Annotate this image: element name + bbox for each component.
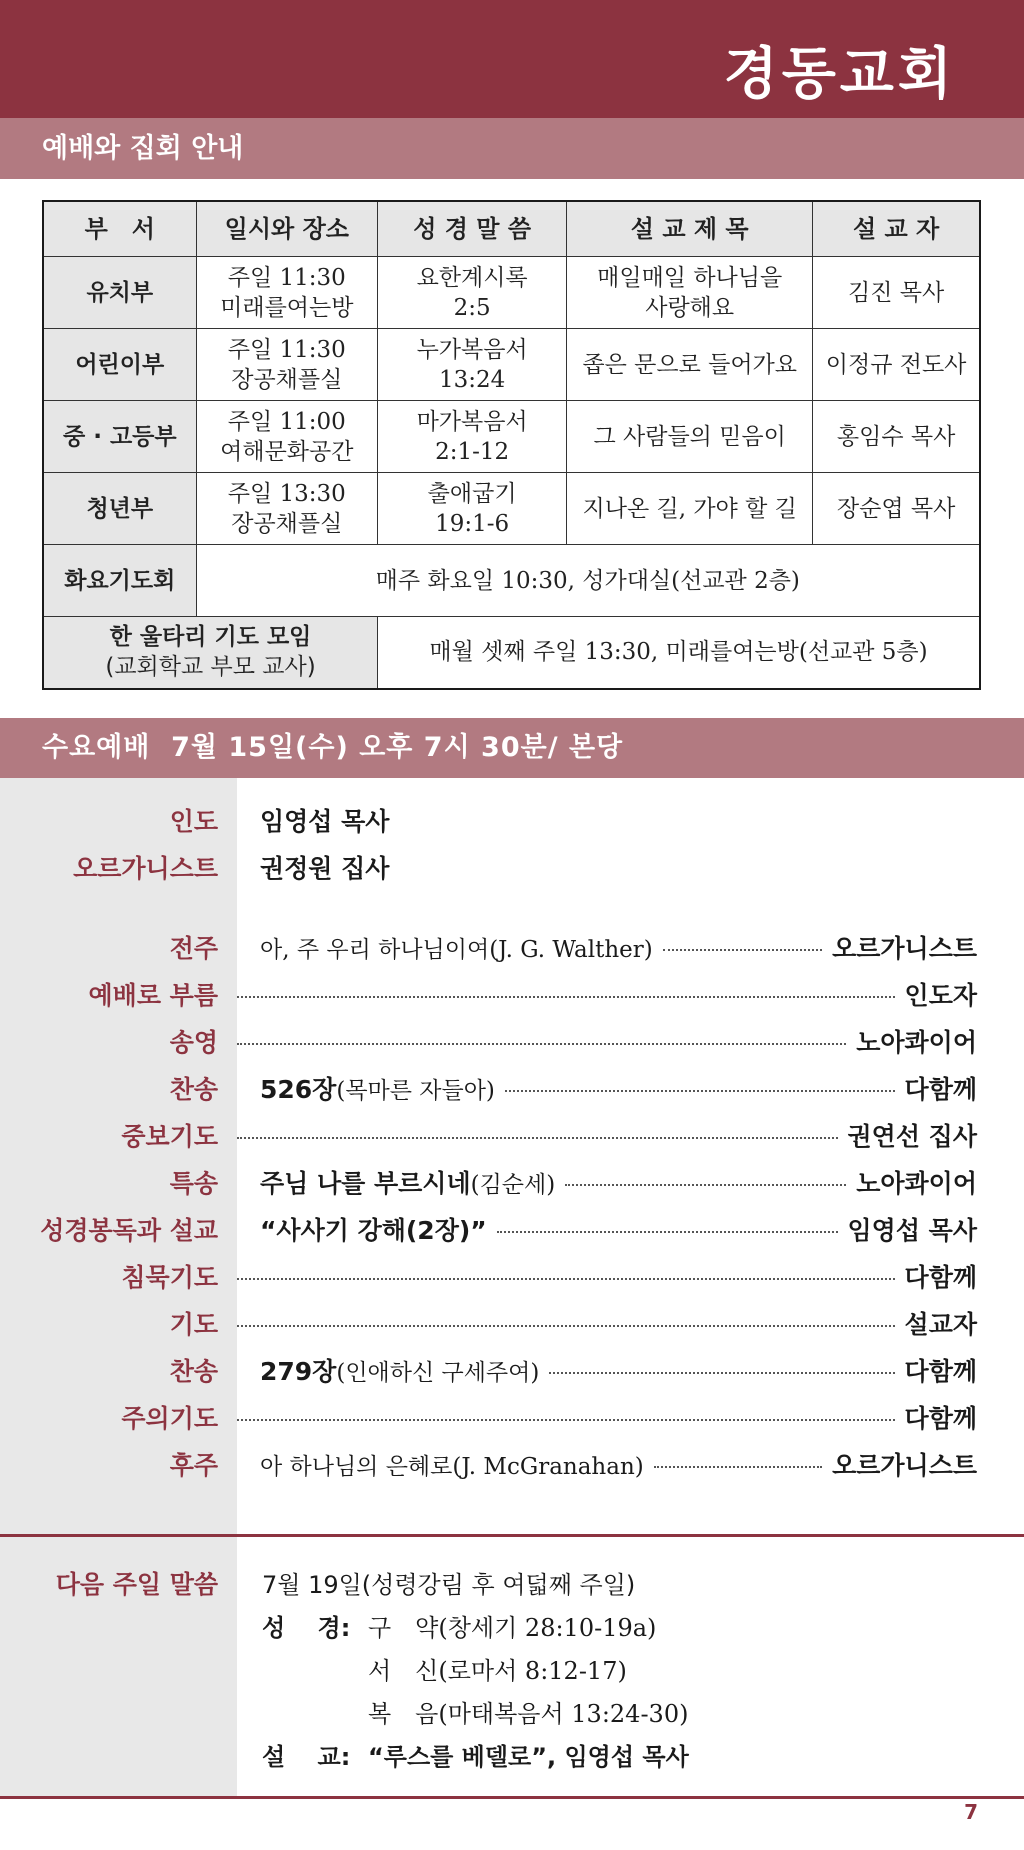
order-person: 다함께	[904, 1404, 977, 1433]
order-person: 오르가니스트	[832, 1451, 977, 1480]
order-row	[0, 1207, 1024, 1254]
order-label: 침묵기도	[121, 1263, 218, 1292]
order-label: 성경봉독과 설교	[40, 1216, 218, 1245]
title-cell: 좁은 문으로 들어가요	[567, 329, 813, 401]
order-person: 오르가니스트	[832, 934, 977, 963]
order-label: 특송	[169, 1169, 218, 1198]
ot-text: (창세기 28:10-19a)	[438, 1614, 657, 1642]
dot-leader	[565, 1184, 846, 1186]
order-label: 전주	[169, 934, 218, 963]
scripture-gospel-line	[368, 1694, 688, 1729]
preacher-cell: 김진 목사	[813, 257, 980, 329]
dept-cell: 화요기도회	[43, 545, 196, 617]
scripture-cell	[378, 329, 567, 401]
order-person: 임영섭 목사	[847, 1216, 977, 1245]
scripture-verse: 2:5	[453, 294, 491, 321]
scripture-book: 마가복음서	[416, 408, 528, 435]
scripture-book: 요한계시록	[416, 264, 528, 291]
nt-label: 서 신	[368, 1657, 439, 1685]
order-row	[0, 925, 1024, 972]
gospel-text: (마태복음서 13:24-30)	[438, 1700, 689, 1728]
leader-row	[0, 798, 1024, 845]
time-text: 주일 11:00	[227, 408, 346, 435]
organist-label: 오르가니스트	[73, 854, 218, 883]
order-label: 중보기도	[121, 1122, 218, 1151]
order-text: (김순세)	[470, 1172, 556, 1198]
order-person: 다함께	[904, 1075, 977, 1104]
order-content	[237, 1113, 977, 1160]
header-title: 설 교 제 목	[567, 201, 813, 257]
table-row	[43, 257, 980, 329]
dot-leader	[237, 1325, 895, 1327]
leader-content	[260, 798, 977, 845]
time-cell	[196, 257, 377, 329]
header-scripture: 성 경 말 씀	[378, 201, 567, 257]
order-row	[0, 1395, 1024, 1442]
organist-name: 권정원 집사	[260, 854, 390, 883]
title-line1: 매일매일 하나님을	[597, 264, 783, 291]
table-row	[43, 329, 980, 401]
place-text: 여해문화공간	[220, 438, 354, 465]
order-content	[237, 972, 977, 1019]
header-time: 일시와 장소	[196, 201, 377, 257]
order-text: 아, 주 우리 하나님이여(J. G. Walther)	[260, 937, 653, 963]
dept-cell: 유치부	[43, 257, 196, 329]
place-text: 장공채플실	[231, 510, 343, 537]
order-row	[0, 1160, 1024, 1207]
order-person: 다함께	[904, 1357, 977, 1386]
preacher-cell: 장순엽 목사	[813, 473, 980, 545]
order-row	[0, 1019, 1024, 1066]
order-row	[0, 972, 1024, 1019]
header-bar	[0, 0, 1024, 118]
organist-content	[260, 845, 977, 892]
dot-leader	[237, 1419, 895, 1421]
order-text: (인애하신 구세주여)	[336, 1360, 540, 1386]
scripture-cell	[378, 257, 567, 329]
time-text: 주일 11:30	[227, 336, 346, 363]
time-cell	[196, 401, 377, 473]
preacher-cell: 이정규 전도사	[813, 329, 980, 401]
sermon-line	[262, 1737, 689, 1772]
order-row	[0, 1348, 1024, 1395]
order-person: 설교자	[904, 1310, 977, 1339]
order-label: 송영	[169, 1028, 218, 1057]
order-content	[237, 1019, 977, 1066]
order-label: 찬송	[169, 1075, 218, 1104]
table-row	[43, 545, 980, 617]
nt-text: (로마서 8:12-17)	[438, 1657, 627, 1685]
order-content	[237, 1301, 977, 1348]
order-row	[0, 1442, 1024, 1489]
church-logo: 경동교회	[723, 41, 956, 107]
place-text: 미래를여는방	[220, 294, 354, 321]
section-title-meetings: 예배와 집회 안내	[0, 118, 1024, 179]
time-text: 주일 11:30	[227, 264, 346, 291]
sermon-label: 설 교:	[262, 1743, 351, 1771]
scripture-label: 성 경:	[262, 1614, 351, 1642]
fence-subtitle: (교회학교 부모 교사)	[105, 654, 316, 681]
title-line2: 사랑해요	[645, 294, 735, 321]
dot-leader	[505, 1090, 895, 1092]
schedule-table	[42, 200, 981, 690]
order-person: 노아콰이어	[856, 1169, 977, 1198]
scripture-cell	[378, 473, 567, 545]
order-label: 주의기도	[121, 1404, 218, 1433]
order-row	[0, 1066, 1024, 1113]
scripture-verse: 13:24	[438, 366, 506, 393]
bottom-divider	[0, 1796, 1024, 1799]
order-bold-text: 279장	[260, 1357, 337, 1386]
scripture-ot-line	[262, 1608, 656, 1643]
section-title-text: 수요예배 7월 15일(수) 오후 7시 30분/ 본당	[42, 732, 624, 763]
order-content	[260, 1160, 977, 1209]
leader-name: 임영섭 목사	[260, 807, 390, 836]
order-content	[260, 1207, 977, 1254]
order-content	[260, 1442, 977, 1491]
order-person: 인도자	[904, 981, 977, 1010]
dot-leader	[654, 1466, 822, 1468]
preacher-cell: 홍임수 목사	[813, 401, 980, 473]
order-row	[0, 1301, 1024, 1348]
dept-cell: 중 · 고등부	[43, 401, 196, 473]
order-row	[0, 1254, 1024, 1301]
scripture-book: 누가복음서	[416, 336, 528, 363]
header-preacher: 설 교 자	[813, 201, 980, 257]
order-text: (목마른 자들아)	[336, 1078, 495, 1104]
order-label: 기도	[169, 1310, 218, 1339]
table-row	[43, 617, 980, 689]
dot-leader	[549, 1372, 894, 1374]
order-text: 아 하나님의 은혜로(J. McGranahan)	[260, 1454, 644, 1480]
leader-label: 인도	[169, 807, 218, 836]
order-bold-text: 주님 나를 부르시네	[260, 1169, 471, 1198]
place-text: 장공채플실	[231, 366, 343, 393]
title-cell: 그 사람들의 믿음이	[567, 401, 813, 473]
order-label: 후주	[169, 1451, 218, 1480]
order-content	[237, 1395, 977, 1442]
order-content	[260, 925, 977, 974]
next-week-label: 다음 주일 말씀	[55, 1570, 218, 1599]
table-row	[43, 401, 980, 473]
order-bold-text: 526장	[260, 1075, 337, 1104]
scripture-nt-line	[368, 1651, 627, 1686]
dot-leader	[237, 1278, 895, 1280]
section-title-wednesday	[0, 718, 1024, 778]
title-cell	[567, 257, 813, 329]
scripture-verse: 2:1-12	[435, 438, 510, 465]
ot-label: 구 약	[368, 1614, 439, 1642]
order-person: 노아콰이어	[856, 1028, 977, 1057]
dept-cell	[43, 617, 378, 689]
order-bold-text: “사사기 강해(2장)”	[260, 1216, 487, 1245]
order-row	[0, 1113, 1024, 1160]
fence-info: 매월 셋째 주일 13:30, 미래를여는방(선교관 5층)	[378, 617, 980, 689]
scripture-cell	[378, 401, 567, 473]
tuesday-info: 매주 화요일 10:30, 성가대실(선교관 2층)	[196, 545, 980, 617]
page-number: 7	[964, 1800, 978, 1824]
scripture-verse: 19:1-6	[435, 510, 510, 537]
dot-leader	[497, 1231, 838, 1233]
time-cell	[196, 329, 377, 401]
next-week-date: 7월 19일(성령강림 후 여덟째 주일)	[262, 1571, 636, 1599]
table-header-row	[43, 201, 980, 257]
dot-leader	[663, 949, 822, 951]
title-cell: 지나온 길, 가야 할 길	[567, 473, 813, 545]
order-content	[260, 1066, 977, 1115]
order-label: 예배로 부름	[88, 981, 218, 1010]
fence-title: 한 울타리 기도 모임	[109, 624, 312, 651]
order-content	[237, 1254, 977, 1301]
dept-cell: 어린이부	[43, 329, 196, 401]
order-person: 권연선 집사	[847, 1122, 977, 1151]
dot-leader	[237, 1137, 838, 1139]
order-content	[260, 1348, 977, 1397]
time-text: 주일 13:30	[227, 480, 346, 507]
sermon-text: “루스를 베델로”, 임영섭 목사	[368, 1743, 689, 1771]
dot-leader	[237, 1043, 846, 1045]
order-person: 다함께	[904, 1263, 977, 1292]
time-cell	[196, 473, 377, 545]
dot-leader	[237, 996, 895, 998]
gospel-label: 복 음	[368, 1700, 439, 1728]
table-row	[43, 473, 980, 545]
dept-cell: 청년부	[43, 473, 196, 545]
scripture-book: 출애굽기	[427, 480, 517, 507]
order-label: 찬송	[169, 1357, 218, 1386]
organist-row	[0, 845, 1024, 892]
header-dept: 부 서	[43, 201, 196, 257]
